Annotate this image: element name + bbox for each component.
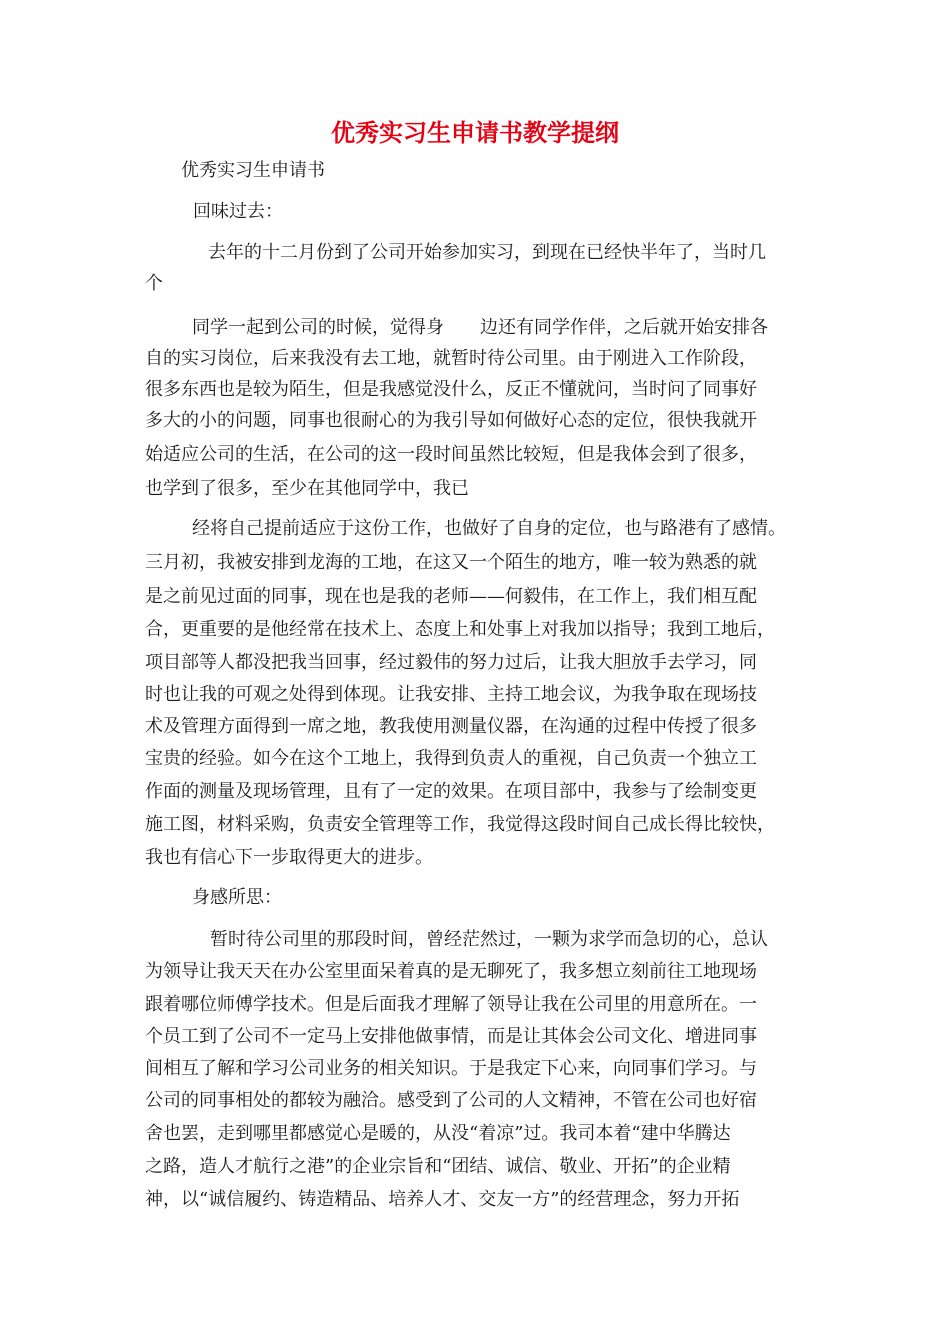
paragraph-line: 同学一起到公司的时候，觉得身 边还有同学作伴，之后就开始安排各 xyxy=(192,317,768,338)
paragraph-line: 项目部等人都没把我当回事，经过毅伟的努力过后，让我大胆放手去学习，同 xyxy=(145,652,757,673)
paragraph-line: 时也让我的可观之处得到体现。让我安排、主持工地会议，为我争取在现场技 xyxy=(145,684,757,705)
paragraph-line: 个 xyxy=(145,273,163,294)
paragraph-line: 三月初，我被安排到龙海的工地，在这又一个陌生的地方，唯一较为熟悉的就 xyxy=(145,552,757,573)
section-heading-review: 回味过去： xyxy=(193,201,283,222)
paragraph-line: 合，更重要的是他经常在技术上、态度上和处事上对我加以指导；我到工地后， xyxy=(145,619,775,640)
paragraph-line: 暂时待公司里的那段时间，曾经茫然过，一颗为求学而急切的心，总认 xyxy=(210,929,768,950)
paragraph-line: 经将自己提前适应于这份工作，也做好了自身的定位，也与路港有了感情。 xyxy=(192,518,786,539)
paragraph-line: 施工图，材料采购，负责安全管理等工作，我觉得这段时间自己成长得比较快， xyxy=(145,814,775,835)
paragraph-line: 宝贵的经验。如今在这个工地上，我得到负责人的重视，自己负责一个独立工 xyxy=(145,748,757,769)
paragraph-line: 去年的十二月份到了公司开始参加实习，到现在已经快半年了，当时几 xyxy=(208,242,766,263)
paragraph-line: 也学到了很多，至少在其他同学中，我已 xyxy=(145,478,469,499)
paragraph-line: 公司的同事相处的都较为融洽。感受到了公司的人文精神，不管在公司也好宿 xyxy=(145,1090,757,1111)
paragraph-line: 个员工到了公司不一定马上安排他做事情，而是让其体会公司文化、增进同事 xyxy=(145,1026,757,1047)
paragraph-line: 为领导让我天天在办公室里面呆着真的是无聊死了，我多想立刻前往工地现场 xyxy=(145,961,757,982)
paragraph-line: 间相互了解和学习公司业务的相关知识。于是我定下心来，向同事们学习。与 xyxy=(145,1058,757,1079)
paragraph-line: 跟着哪位师傅学技术。但是后面我才理解了领导让我在公司里的用意所在。一 xyxy=(145,994,757,1015)
paragraph-line: 我也有信心下一步取得更大的进步。 xyxy=(145,847,433,868)
paragraph-line: 作面的测量及现场管理，且有了一定的效果。在项目部中，我参与了绘制变更 xyxy=(145,781,757,802)
paragraph-line: 术及管理方面得到一席之地，教我使用测量仪器，在沟通的过程中传授了很多 xyxy=(145,716,757,737)
document-title: 优秀实习生申请书教学提纲 xyxy=(331,119,619,147)
subtitle: 优秀实习生申请书 xyxy=(181,160,325,181)
paragraph-line: 始适应公司的生活，在公司的这一段时间虽然比较短，但是我体会到了很多， xyxy=(145,444,757,465)
paragraph-line: 多大的小的问题，同事也很耐心的为我引导如何做好心态的定位，很快我就开 xyxy=(145,410,757,431)
paragraph-line: 神，以“诚信履约、铸造精品、培养人才、交友一方”的经营理念，努力开拓 xyxy=(145,1189,740,1210)
paragraph-line: 是之前见过面的同事，现在也是我的老师——何毅伟，在工作上，我们相互配 xyxy=(145,586,757,607)
paragraph-line: 自的实习岗位，后来我没有去工地，就暂时待公司里。由于刚进入工作阶段， xyxy=(145,348,757,369)
paragraph-line: 很多东西也是较为陌生，但是我感觉没什么，反正不懂就问，当时问了同事好 xyxy=(145,379,757,400)
paragraph-line: 舍也罢，走到哪里都感觉心是暖的，从没“着凉”过。我司本着“建中华腾达 xyxy=(145,1123,731,1144)
section-heading-reflection: 身感所思： xyxy=(192,887,282,908)
paragraph-line: 之路，造人才航行之港”的企业宗旨和“团结、诚信、敬业、开拓”的企业精 xyxy=(145,1156,731,1177)
